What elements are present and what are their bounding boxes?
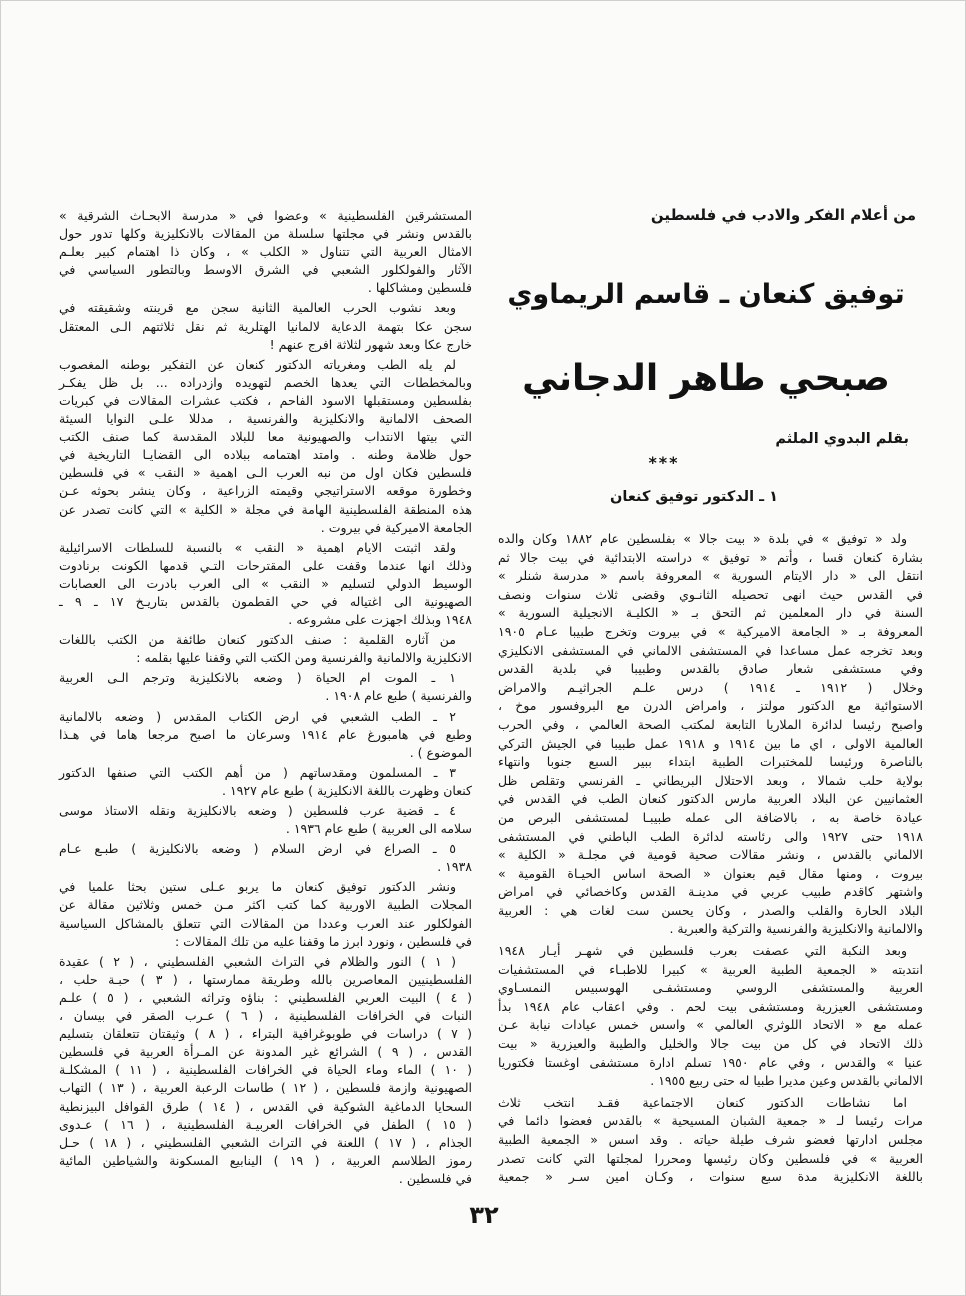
text-line: الصهيونية الى اغتياله في حي القطمون بالقدس بتاريـخ ١٧ ـ ٩ ـ bbox=[59, 593, 473, 609]
text-line: الفولكلور عند العرب وعددا من المقالات التي تتعلق بالمشاكل السياسية bbox=[59, 915, 472, 931]
right-column-paragraph bbox=[498, 1094, 923, 1187]
right-column bbox=[498, 530, 923, 1187]
left-column-paragraph bbox=[59, 299, 472, 353]
text-line: والالمانية والانكليزية والفرنسية والتركية والعبرية . bbox=[669, 921, 923, 937]
text-line: خارج عكا وبعد شهور لثلاثة افرج عنهم ! bbox=[269, 336, 472, 352]
text-line: ١ ـ الموت ام الحياة ( وضعه بالانكليزية وترجم الـى العربية bbox=[59, 670, 456, 686]
page-number: ٣٢ bbox=[469, 1201, 499, 1229]
text-line: واشتهر كاقدم طبيب عربي في مدينـة القدس وكاخصائي في امراض bbox=[498, 884, 923, 900]
text-line: الالماني بالقدس ، ونشر مقالات صحية قومية في مجلـة « الكلية » bbox=[498, 847, 923, 863]
text-line: السنة في دار المعلمين ثم التحق بـ « الكليـة الانجيلية السورية » bbox=[498, 605, 923, 621]
text-line: اما نشاطات الدكتور كنعان الاجتماعية فقـد انتخب ثلاث bbox=[498, 1094, 907, 1110]
text-line: وبعد تخرجه عمل مساعدا في المستشفى الالماني في المستشفى الانكليزي bbox=[498, 642, 923, 658]
text-line: في فلسطين . bbox=[398, 1170, 472, 1186]
text-line: المستشرقين الفلسطينية » وعضوا في « مدرسة الابحـاث الشرقية » bbox=[59, 208, 472, 223]
text-line: بشارة كنعان قسا ، وأتم « توفيق » دراسته الابتدائية في بيت جالا ثم bbox=[498, 549, 923, 565]
text-line: وطبع في هامبورغ عام ١٩١٤ وسرعان ما اصبح مرجعا هاما في هـذا bbox=[59, 726, 472, 742]
text-line: انتدبته « الجمعية الطبية العربية » كبيرا للاطبـاء في المستشفيات bbox=[498, 961, 923, 977]
text-line: العالمية الاولى ، اي ما بين ١٩١٤ و ١٩١٨ عمل طبيبا في الجيش التركي bbox=[498, 735, 924, 751]
left-column-paragraph bbox=[59, 539, 472, 629]
text-line: العثمانيين عن البلاد العربية مارس الدكتور كنعان الطب في القدس في bbox=[498, 791, 923, 807]
left-column-paragraph bbox=[59, 764, 472, 800]
left-column-paragraph bbox=[59, 356, 472, 537]
text-line: فلسطين ومشاكلها . bbox=[367, 280, 472, 296]
text-line: بفلسطين ومستقبلها الاسود الفاحم ، فكتب عشرات المقالات في كبريات bbox=[59, 392, 472, 408]
text-line: بيروت ، ومنها مقال قيم بعنوان « الصحة اساس الحيـاة القومية » bbox=[498, 865, 923, 881]
text-line: ٢ ـ الطب الشعبي في ارض الكتاب المقدس ( وضعه بالالمانية bbox=[59, 708, 456, 724]
text-line: ( ١٥ ) الطفل في الخرافات العربيـة الفلسطينية ، ( ١٦ ) عـدوى bbox=[59, 1116, 473, 1132]
text-line: لم يله الطب ومغرياته الدكتور كنعان عن التفكير بوطنه المغصوب bbox=[59, 356, 456, 372]
text-line: السحايا الدماغية الشوكية في القدس ، ( ١٤ ) طرق القوافل البيزنطية bbox=[59, 1098, 472, 1114]
left-column-paragraph bbox=[59, 669, 472, 705]
text-line: انتقل الى « دار الايتام السورية » المعروفة باسم « مدرسة شنلر » bbox=[498, 568, 923, 584]
right-column-paragraph bbox=[498, 530, 923, 939]
left-column-paragraph bbox=[59, 878, 472, 950]
left-column-paragraph bbox=[59, 802, 472, 838]
text-line: ذلك الاتحاد في كل من بيت جالا والخليل والطيبة والعيزرية « بيت bbox=[498, 1036, 923, 1052]
text-line: بالقدس ونشر في مجلتها سلسلة من المقالات بالانكليزية وكلها تدور حول bbox=[59, 226, 472, 242]
text-line: القدس ، ( ٩ ) الشرائع غير المدونة عن المـرأة العربية في فلسطين bbox=[59, 1044, 472, 1060]
text-line: وفي مستشفى شعار صادق بالقدس وطبيبا في بلدية القدس bbox=[498, 661, 923, 677]
text-line: ولد « توفيق » في بلدة « بيت جالا » بفلسطين عام ١٨٨٢ وكان والده bbox=[498, 531, 907, 546]
text-line: ١٩٤٨ وبذلك اجهزت على مشروعه . bbox=[288, 612, 472, 628]
text-line: عمله مع « الاتحاد اللوثري العالمي » واسس خمس عيادات نيابة عـن bbox=[498, 1017, 923, 1033]
text-line: هذه المنطقة الفلسطينية الهامة في مجلة « الكلية » التي كانت تصدر عن bbox=[59, 501, 472, 517]
text-line: بالناصرة ورئيسا للمختبرات الطبية ابتداء ببير السبع جنوبا وانتهاء bbox=[498, 754, 923, 770]
series-title: من أعلام الفكر والادب في فلسطين bbox=[650, 206, 916, 224]
text-line: وذلك انها عندما وقفت على المقترحات التـي قدمها الكونت برنادوت bbox=[59, 557, 472, 573]
text-line: ٣ ـ المسلمون ومقدساتهم ( من أهم الكتب التي صنفها الدكتور bbox=[59, 764, 456, 780]
text-line: مجلس ادارتها فعضو شرف طيلة حياته . وقد اسس « الجمعية الطبية bbox=[498, 1132, 923, 1147]
text-line: الموضوع ) . bbox=[409, 744, 472, 760]
text-line: الانكليزية والالمانية والفرنسية ومن الكتب التي وقفنا عليها بقلمه : bbox=[136, 650, 472, 666]
text-line: في القدس حيث انهى تحصيله الثانـوي وقضى ثلاث سنوات ونصف bbox=[498, 586, 923, 602]
text-line: الجذام ، ( ١٧ ) اللعنة في التراث الشعبي الفلسطيني ، ( ١٨ ) حـل bbox=[59, 1134, 472, 1150]
article-title-line-2: صبحي طاهر الدجاني bbox=[522, 358, 890, 399]
text-line: سجن عكا بتهمة الدعاية لالمانيا الهتلرية ثم نقل ثلاثتهم الـى المعتقل bbox=[59, 318, 472, 334]
text-line: بولاية حلب شمالا ، وبعد الاحتلال البريطاني ـ الفرنسي وتقلص ظل bbox=[498, 772, 923, 788]
text-line: الوسيط الدولي لتسليم « النقب » الى العرب بادرت الى العصابات bbox=[59, 575, 472, 591]
text-line: والفرنسية ) طبع عام ١٩٠٨ . bbox=[325, 688, 472, 704]
section-separator: *** bbox=[648, 453, 680, 472]
text-line: الجامعة الاميركية في بيروت . bbox=[320, 519, 472, 535]
text-line: سلامه الى العربية ) طبع عام ١٩٣٦ . bbox=[285, 821, 472, 837]
text-line: الامثال العربية التي تتناول « الكلب » ، وكان ذا اهتمام كبير بعلـم bbox=[59, 244, 472, 260]
text-line: العربية والمستشفى الروسي ومستشفـى الهوسبيس النمسـاوي bbox=[498, 980, 923, 996]
text-line: النبات في الخرافات الفلسطينية ، ( ٦ ) عـرب الصقر في بيسان ، bbox=[59, 1008, 472, 1024]
text-line: الاستوائية مع الدكتور مولتز ، وامراض الدرن مع البروفسور موخ ، bbox=[498, 698, 923, 714]
text-line: واصبح رئيسا لدائرة الملاريا التابعة لمكتب الصحة العالمي ، وفي الحرب bbox=[498, 716, 923, 732]
text-line: وبعد نشوب الحرب العالمية الثانية سجن مع قرينته وشقيقته في bbox=[59, 300, 456, 316]
text-line: الآثار والفولكلور الشعبي في الشرق الاوسط وبالتطور السياسي في bbox=[59, 262, 472, 278]
text-line: رموز الطلاسم العربية ، ( ١٩ ) الينابيع المسكونة والشياطين المائية bbox=[59, 1152, 472, 1168]
text-line: العربية » في فلسطين وكان رئيسها ومحررا لمجلتها التي كانت تصدر bbox=[498, 1150, 923, 1166]
text-line: ٤ ـ قضية عرب فلسطين ( وضعه بالانكليزية ونقله الاستاذ موسى bbox=[59, 803, 456, 818]
text-line: حول ظلامة وطنه . وامتد اهتمامه ببلاده الى القضايـا التاريخية في bbox=[59, 447, 472, 463]
text-line: ( ١٠ ) الماء وماء الحياة في الخرافات الفلسطينية ، ( ١١ ) المشكلـة bbox=[59, 1062, 472, 1078]
text-line: وبالمخططات التي يعدها الخصم لتهويده وازدراده ... بل ظل يفكـر bbox=[59, 374, 472, 390]
left-column-paragraph bbox=[59, 840, 472, 876]
text-line: من آثاره القلمية : صنف الدكتور كنعان طائفة من الكتب باللغات bbox=[59, 632, 456, 648]
text-line: وبعد النكبة التي عصفت بعرب فلسطين في شهـر أيـار ١٩٤٨ bbox=[498, 943, 907, 959]
section-heading: ١ ـ الدكتور توفيق كنعان bbox=[610, 489, 778, 505]
text-line: المعروفة بـ « الجامعة الاميركية » في بيروت وتخرج طبيبا عـام ١٩٠٥ bbox=[498, 623, 923, 639]
text-line: ( ١ ) النور والظلام في التراث الشعبي الفلسطيني ، ( ٢ ) عقيدة bbox=[59, 953, 456, 969]
text-line: وخلال ( ١٩١٢ ـ ١٩١٤ ) درس علـم الجراثيـم والامراض bbox=[498, 679, 924, 695]
text-line: ولقد اثبتت الايام اهمية « النقب » بالنسبة للسلطات الاسرائيلية bbox=[59, 539, 456, 555]
right-column-paragraph bbox=[498, 942, 923, 1091]
text-line: كنعان وظهرت باللغة الانكليزية ) طبع عام ١٩٢٧ . bbox=[222, 782, 472, 798]
left-column-paragraph bbox=[59, 953, 472, 1188]
text-line: التي بيتها الانتداب والصهيونية معا للبلاد المقدسة كما صنف الكتب bbox=[59, 429, 472, 445]
text-line: ومستشفى العيزرية ومستشفى بيت لحم . وفي اعقاب عام ١٩٤٨ بدأ bbox=[498, 998, 923, 1014]
text-line: ( ٤ ) البيت العربي الفلسطيني : بناؤه وتراثه الشعبي ، ( ٥ ) علـم bbox=[59, 989, 472, 1005]
text-line: ( ٧ ) دراسات في طوبوغرافية البتراء ، ( ٨ ) وثيقتان تتعلقان بتسليم bbox=[59, 1026, 472, 1042]
left-column bbox=[59, 207, 472, 1188]
text-line: الالماني بالقدس وعين مديرا طبيا له حتى ربيع ١٩٥٥ . bbox=[650, 1073, 923, 1089]
text-line: ١٩٣٨ . bbox=[437, 859, 472, 875]
text-line: ١٩١٨ حتى ١٩٢٧ والى رئاسته لدائرة الطب الباطني في المستشفى bbox=[498, 828, 923, 844]
text-line: ونشر الدكتور توفيق كنعان ما يربو عـلى ستين بحثا علميا في bbox=[59, 879, 456, 895]
text-line: الصهيونية وازمة فلسطين ، ( ١٢ ) طاسات الرعبة العربية ، ( ١٣ ) التهاب bbox=[59, 1080, 473, 1096]
text-line: عيادة خاصة به ، بالاضافة الى عمله طبيبـا لمستشفى البرص من bbox=[498, 809, 923, 825]
text-line: وخطورة موقعه الاستراتيجي وقيمته الزراعية ، وكان ينشر بحوثه عـن bbox=[59, 483, 472, 499]
text-line: في فلسطين ، ونورد ابرز ما وقفنا عليه من تلك المقالات : bbox=[174, 933, 472, 949]
byline: بقلم البدوي الملثم bbox=[775, 431, 909, 447]
text-line: ٥ ـ الصراع في ارض السلام ( وضعه بالانكليزية ) طبـع عـام bbox=[59, 841, 456, 857]
article-title-line-1: توفيق كنعان ـ قاسم الريماوي bbox=[507, 279, 905, 310]
text-line: مرات رئيسا لـ « جمعية الشبان المسيحية » بالقدس فعضوا دائما في bbox=[498, 1113, 923, 1129]
text-line: المجلات الطبية الاوربية كما كتب اكثر مـن خمس وثلاثين مقالة عن bbox=[59, 897, 472, 913]
text-line: الفلسطينيين المعاصرين بالله وطريقة ممارستها ، ( ٣ ) حبـة حلب ، bbox=[59, 971, 473, 987]
left-column-paragraph bbox=[59, 631, 472, 667]
text-line: الصحف الالمانية والانكليزية والفرنسية ، مدللا علـى النوايا السيئة bbox=[59, 411, 472, 427]
text-line: باللغة الانكليزية مدة سبع سنوات ، وكـان امين سـر « جمعية bbox=[498, 1169, 923, 1185]
text-line: فلسطين فكان اول من نبه العرب الـى اهمية « النقب » في فلسطين bbox=[59, 465, 472, 481]
left-column-paragraph bbox=[59, 708, 472, 762]
text-line: البلاد الحارة والقلب والصدر ، وكان يحسن ست لغات هي : العربية bbox=[498, 902, 923, 918]
text-line: عنيا » والقدس ، وفي عام ١٩٥٠ تسلم ادارة مستشفى اوغستا فكتوريا bbox=[498, 1054, 923, 1070]
left-column-paragraph bbox=[59, 207, 472, 297]
